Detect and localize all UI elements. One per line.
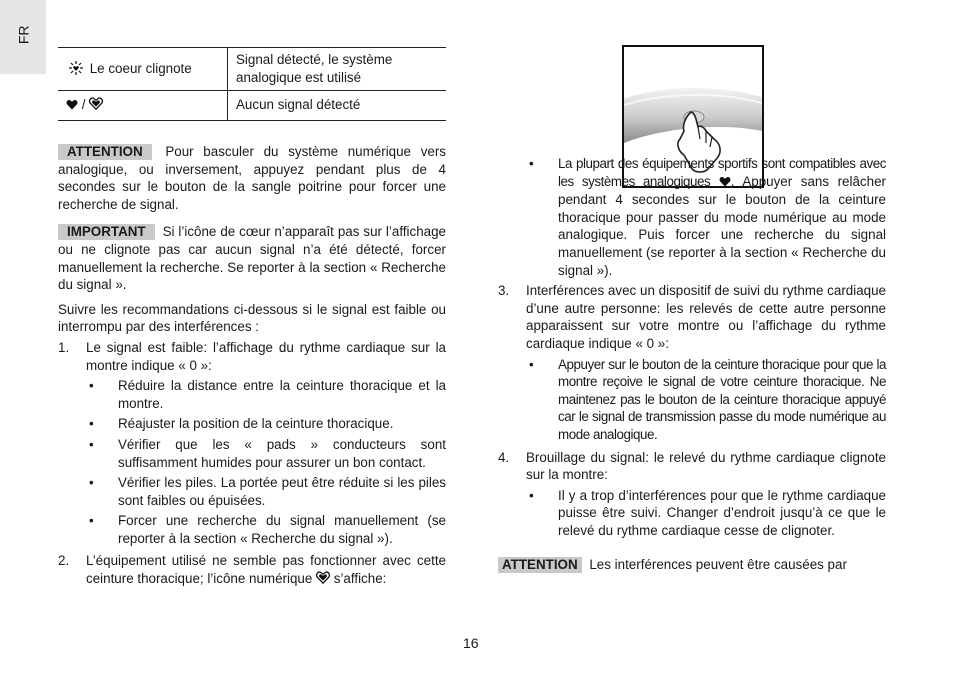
- heart-icon: [66, 97, 78, 115]
- page-number: 16: [463, 635, 479, 651]
- bullet-text: La plupart des équipements sportifs sont compatibles avec les systèmes analogiques: [558, 156, 886, 189]
- bullet-item: • Forcer une recherche du signal manuellement (se reporter à la section « Recherche du signal »).: [86, 512, 446, 547]
- bullet-list: [526, 356, 886, 444]
- status-cell: [58, 48, 228, 91]
- list-item: [498, 449, 886, 540]
- item-number: 1.: [58, 339, 70, 355]
- item-number: 3.: [498, 283, 510, 299]
- attention-tag: ATTENTION: [58, 144, 152, 160]
- bullet-list: [86, 377, 446, 547]
- bullet-item: • Vérifier que les « pads » conducteurs sont suffisamment humides pour assurer un bon contact.: [86, 436, 446, 471]
- attention-note: [58, 143, 446, 213]
- intro-paragraph: Suivre les recommandations ci-dessous si le signal est faible ou interrompu par des interférences :: [58, 301, 446, 335]
- item-text: L’équipement utilisé ne semble pas fonctionner avec cette ceinture thoracique; l’icône numérique: [86, 553, 446, 587]
- important-text: Si l’icône de cœur n’apparaît pas sur l’affichage ou ne clignote pas car aucun signal n’a été détecté, forcer manuellement la recherche. Se reporter à la section « Recherche du signal ».: [58, 224, 446, 293]
- bullet-item: • Vérifier les piles. La portée peut être réduite si les piles sont faibles ou épuisées.: [86, 474, 446, 509]
- digital-heart-icon: [316, 571, 330, 589]
- bullet-item: • Il y a trop d’interférences pour que le rythme cardiaque puisse être suivi. Changer d’endroit jusqu’à ce que le relevé du rythme cardiaque cesse de clignoter.: [526, 487, 886, 540]
- heart-icon: [719, 174, 731, 192]
- important-note: [58, 223, 446, 293]
- left-column: [58, 47, 446, 594]
- bullet-item: • Réduire la distance entre la ceinture thoracique et la montre.: [86, 377, 446, 412]
- bullet-list: [526, 487, 886, 540]
- list-item: [58, 552, 446, 588]
- important-tag: IMPORTANT: [58, 224, 155, 240]
- item-number: 4.: [498, 449, 510, 465]
- status-separator: /: [81, 96, 86, 112]
- list-item: [58, 339, 446, 548]
- digital-heart-icon: [89, 97, 103, 115]
- status-label: Le coeur clignote: [89, 60, 192, 76]
- bullet-item: • Appuyer sur le bouton de la ceinture thoracique pour que la montre reçoive le signal de votre ceinture thoracique. Ne maintenez pas le bouton de la ceinture thoracique appuyé car le signal de transmission passe du mode numérique au mode analogique.: [526, 356, 886, 444]
- item-text: Interférences avec un dispositif de suivi du rythme cardiaque d’une autre personne: les relevés de cette autre personne apparaissent sur votre montre ou l’affichage du rythme cardiaque indique « 0 »:: [526, 283, 886, 351]
- signal-status-table: [58, 47, 446, 121]
- status-cell: [58, 91, 228, 121]
- table-row: [58, 48, 446, 91]
- item-text: Brouillage du signal: le relevé du rythme cardiaque clignote sur la montre:: [526, 449, 886, 483]
- blinking-heart-icon: [66, 61, 86, 75]
- troubleshooting-list: [58, 339, 446, 589]
- bullet-list: [526, 155, 886, 279]
- language-tab: [0, 0, 46, 74]
- table-row: [58, 91, 446, 121]
- attention-text: Les interférences peuvent être causées par: [589, 557, 847, 573]
- item-number: 2.: [58, 553, 70, 569]
- troubleshooting-list-continued: [498, 282, 886, 539]
- bullet-text-end: . Appuyer sans relâcher pendant 4 secondes sur le bouton de la ceinture thoracique pour passer du mode numérique au mode analogique. Puis forcer une recherche du signal manuellement (se reporter à la section « Recherche du signal »).: [558, 173, 886, 278]
- meaning-cell: Aucun signal détecté: [228, 91, 447, 121]
- language-label: FR: [15, 25, 32, 45]
- attention-text: Pour basculer du système numérique vers analogique, ou inversement, appuyez pendant plus de 4 secondes sur le bouton de la sangle poitrine pour forcer une recherche de signal.: [58, 144, 446, 212]
- right-column: [498, 152, 886, 581]
- meaning-cell: Signal détecté, le système analogique est utilisé: [228, 48, 447, 91]
- item-text: Le signal est faible: l’affichage du rythme cardiaque sur la montre indique « 0 »:: [86, 339, 446, 373]
- attention-note: [498, 556, 886, 574]
- list-item: [498, 282, 886, 443]
- attention-tag: ATTENTION: [498, 557, 582, 573]
- item-text-end: s’affiche:: [333, 571, 387, 587]
- bullet-item: • Réajuster la position de la ceinture thoracique.: [86, 415, 446, 433]
- bullet-item: [526, 155, 886, 279]
